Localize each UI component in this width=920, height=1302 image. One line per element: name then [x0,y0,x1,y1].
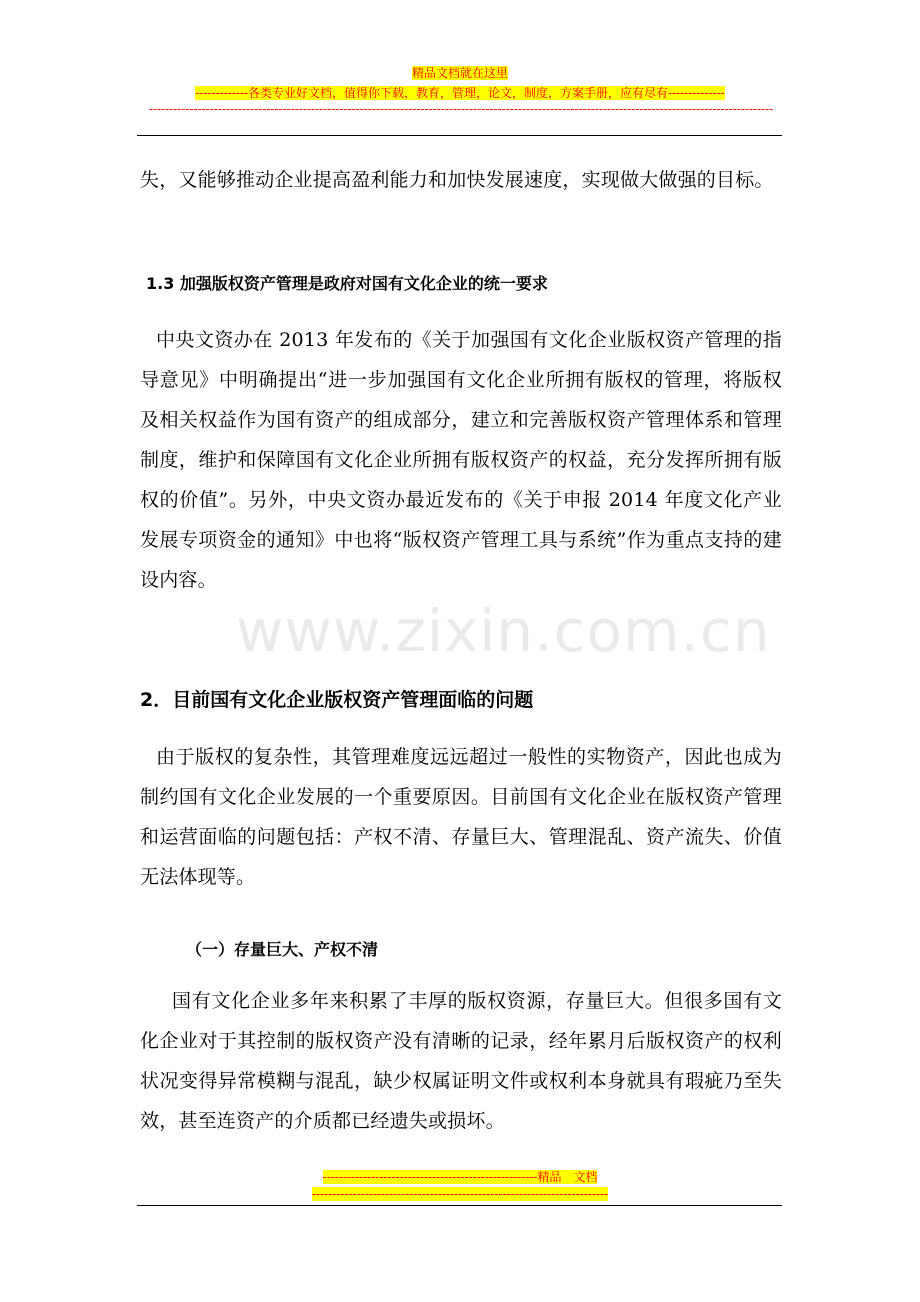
footer-label [0,1170,920,1185]
paragraph-4: 国有文化企业多年来积累了丰厚的版权资源，存量巨大。但很多国有文化企业对于其控制的版权资产没有清晰的记录，经年累月后版权资产的权利状况变得异常模糊与混乱，缺少权属证明文件或权利本身就具有瑕疵乃至失效，甚至连资产的介质都已经遗失或损坏。 [140,990,782,1132]
header-subtitle [0,86,920,101]
paragraph-3: 由于版权的复杂性，其管理难度远远超过一般性的实物资产，因此也成为制约国有文化企业发展的一个重要原因。目前国有文化企业在版权资产管理和运营面临的问题包括：产权不清、存量巨大、管理混乱、资产流失、价值无法体现等。 [140,746,782,888]
header-dash-line: ---------------------------------------------------------------------------------------------------------------------------------------------------------- [148,103,774,116]
footer-rule [137,1205,782,1206]
watermark: www.zixin.com.cn [236,597,771,665]
paragraph-2: 中央文资办在 2013 年发布的《关于加强国有文化企业版权资产管理的指导意见》中明确提出“进一步加强国有文化企业所拥有版权的管理，将版权及相关权益作为国有资产的组成部分，建立和完善版权资产管理体系和管理制度，维护和保障国有文化企业所拥有版权资产的权益，充分发挥所拥有版权的价值”。另外，中央文资办最近发布的《关于申报 2014 年度文化产业发展专项资金的通知》中也将“版权资产管理工具与系统”作为重点支持的建设内容。 [140,329,782,591]
footer-dash-text: ------------------------------------------------------------------------- [312,1187,608,1201]
header-rule [137,135,782,136]
paragraph-1: 失，又能够推动企业提高盈利能力和加快发展速度，实现做大做强的目标。 [140,169,774,191]
footer-dash-line [0,1187,920,1202]
section-heading-1-3: 1.3 加强版权资产管理是政府对国有文化企业的统一要求 [146,274,548,293]
header-title-text: 精品文档就在这里 [411,66,508,80]
section-heading-2: 2．目前国有文化企业版权资产管理面临的问题 [140,689,534,711]
header-title [0,66,920,81]
footer-label-text: -----------------------------------------------------精品 文档 [322,1170,598,1184]
header-subtitle-text: -------------各类专业好文档，值得你下载，教育，管理，论文，制度，方案手册，应有尽有-------------- [195,86,725,100]
subsection-heading-1: （一）存量巨大、产权不清 [186,940,379,959]
